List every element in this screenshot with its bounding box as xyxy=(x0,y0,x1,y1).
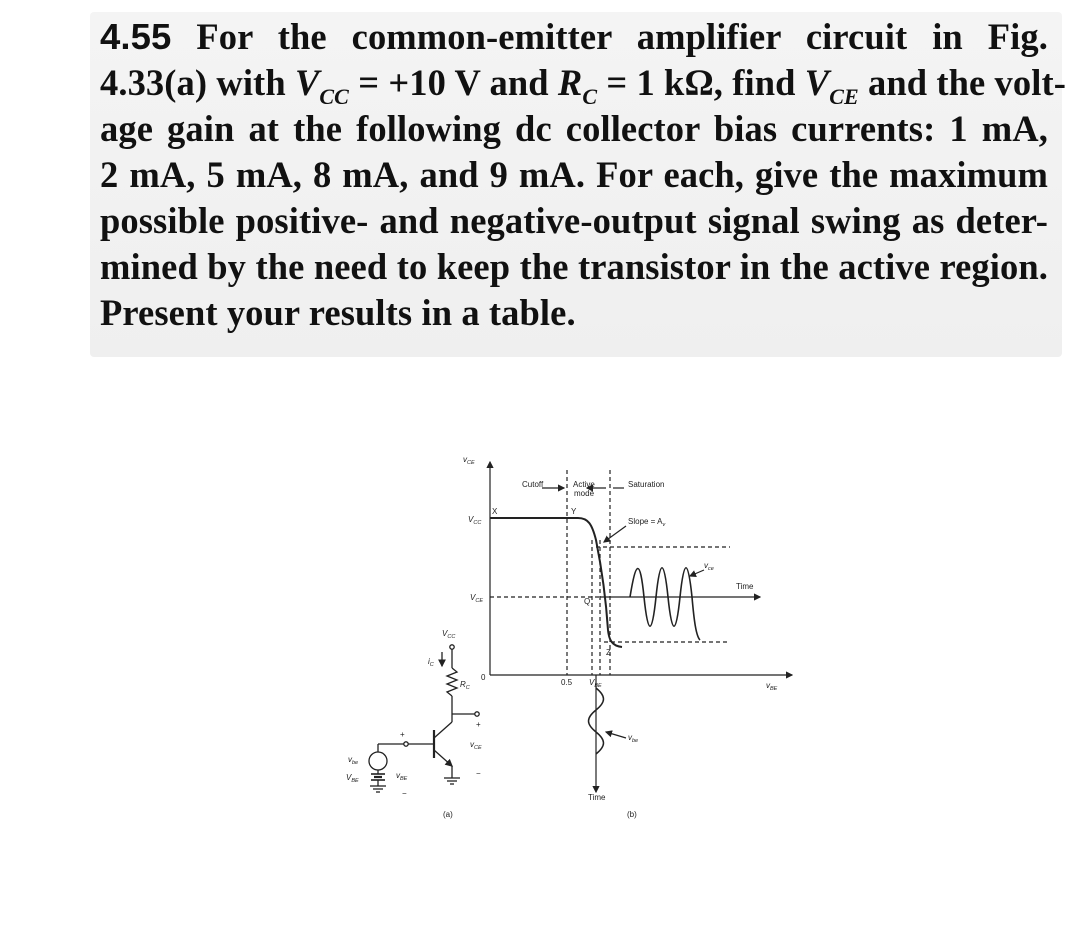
vbe-signal-arrow xyxy=(606,732,626,738)
problem-statement xyxy=(0,0,1086,362)
problem-line-6: mined by the need to keep the transistor in the active region. xyxy=(100,246,1048,287)
problem-line-2: 4.33(a) with $V_{CC} = +10$ V and $R_C = 1$ kΩ, find $V_{CE}$ and the volt- xyxy=(100,62,1066,109)
transfer-curve xyxy=(490,518,622,647)
graph-b xyxy=(490,462,792,792)
output-terminal xyxy=(475,712,479,716)
transistor-emitter xyxy=(434,750,452,766)
rc-label: $R_C$ xyxy=(460,680,470,691)
vbe-ac-source xyxy=(369,752,387,770)
origin-label: 0 xyxy=(481,673,486,682)
point-y-label: Y xyxy=(571,507,577,516)
vbe-signal-label: $v_{be}$ xyxy=(628,733,639,744)
tick-05-label: 0.5 xyxy=(561,678,573,687)
problem-number: 4.55 xyxy=(100,16,172,57)
caption-a: (a) xyxy=(443,810,453,819)
saturation-label: Saturation xyxy=(628,480,665,489)
vce-signal-arrow xyxy=(690,570,704,576)
caption-b: (b) xyxy=(627,810,637,819)
vbe-label: $v_{BE}$ xyxy=(396,771,408,782)
point-x-label: X xyxy=(492,507,498,516)
graph-labels xyxy=(463,455,778,819)
base-terminal xyxy=(404,742,408,746)
slope-label: Slope = $A_v$ xyxy=(628,517,666,528)
vbe-tick-label: $V_{BE}$ xyxy=(589,678,602,689)
vbe-ac-label: $v_{be}$ xyxy=(348,755,359,766)
vce-tick-label: $V_{CE}$ xyxy=(470,593,483,604)
vcc-label: $V_{CC}$ xyxy=(442,629,456,640)
transistor-collector xyxy=(434,722,452,738)
vbe-axis-label: $v_{BE}$ xyxy=(766,681,778,692)
time-right-label: Time xyxy=(736,582,754,591)
vcc-terminal xyxy=(450,645,454,649)
cutoff-label: Cutoff xyxy=(522,480,544,489)
time-bottom-label: Time xyxy=(588,793,606,802)
active-label: Active xyxy=(573,480,595,489)
problem-line-4: 2 mA, 5 mA, 8 mA, and 9 mA. For each, give the maximum xyxy=(100,154,1048,195)
mode-label: mode xyxy=(574,489,595,498)
point-q-label: Q xyxy=(584,597,591,606)
vbe-plus: + xyxy=(400,730,405,739)
vcc-tick-label: $V_{CC}$ xyxy=(468,515,482,526)
vce-plus: + xyxy=(476,720,481,729)
vce-label: $v_{CE}$ xyxy=(470,740,482,751)
circuit-a xyxy=(369,645,479,792)
vbe-dc-label: $V_{BE}$ xyxy=(346,773,359,784)
vce-signal-wave xyxy=(630,568,700,640)
ic-label: $i_C$ xyxy=(428,657,434,668)
figure-svg xyxy=(330,440,800,830)
problem-line-5: possible positive- and negative-output signal swing as deter- xyxy=(100,200,1048,241)
vce-minus: − xyxy=(476,769,481,778)
problem-line-1: 4.55 For the common-emitter amplifier circuit in Fig. xyxy=(100,16,1048,57)
point-z-label: Z xyxy=(606,648,611,657)
circuit-labels xyxy=(346,629,482,819)
vce-axis-label: $v_{CE}$ xyxy=(463,455,475,466)
problem-line-3: age gain at the following dc collector bias currents: 1 mA, xyxy=(100,108,1048,149)
problem-line-7: Present your results in a table. xyxy=(100,292,576,333)
vbe-minus: − xyxy=(402,789,407,798)
rc-resistor xyxy=(447,668,457,696)
vce-signal-label: $v_{ce}$ xyxy=(704,561,714,572)
slope-arrow xyxy=(604,526,626,542)
figure-4-33 xyxy=(330,440,800,830)
